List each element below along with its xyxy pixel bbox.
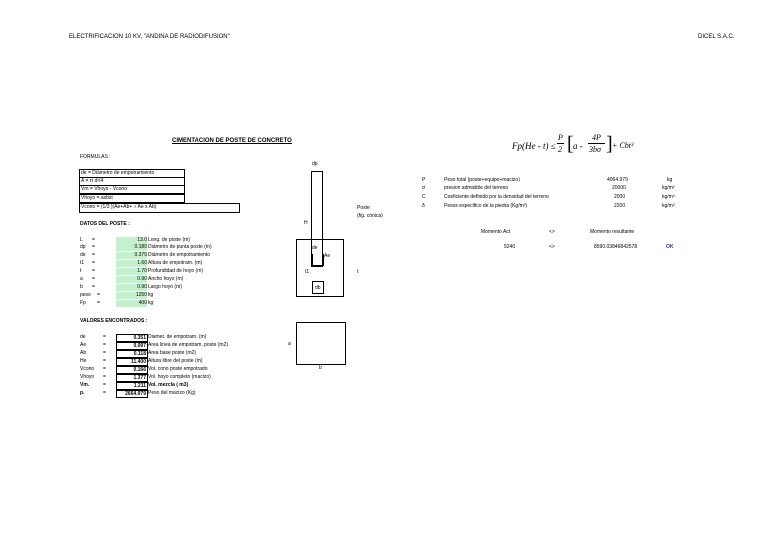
valores-symbol: Ab bbox=[80, 350, 87, 356]
formula-line: Vcono = (1/3 )(Ae+Ab+ √ Ae x Ab) bbox=[79, 203, 240, 213]
legend-symbol: P bbox=[422, 177, 426, 183]
moment-compare-label: <> bbox=[549, 229, 555, 235]
moment-result-label: Momento resultante bbox=[590, 229, 635, 235]
formula-image: Fp(He - t) ≤ P 2 [ a - 4P 3bσ ] + Cbt³ bbox=[512, 133, 634, 155]
valores-symbol: p. bbox=[80, 390, 85, 396]
valores-desc: Vol. hoyo completo (macizo) bbox=[148, 374, 211, 380]
datos-value: 0.375 bbox=[116, 252, 147, 259]
datos-desc: Long. de poste (m) bbox=[148, 237, 190, 243]
valores-value: 1.211 bbox=[116, 382, 148, 390]
datos-desc: Altura de empotram. (m) bbox=[148, 260, 203, 266]
valores-desc: Vol. mezcla ( m3) bbox=[148, 382, 189, 388]
valores-symbol: Vm. bbox=[80, 382, 90, 388]
datos-desc: Largo hoyo (m) bbox=[148, 284, 182, 290]
valores-value: 0.166 bbox=[116, 366, 148, 374]
label-poste-sub: (fig. cónica) bbox=[357, 213, 383, 219]
datos-value: 13.0 bbox=[116, 237, 147, 244]
formula-line: Vhoyo = axbxt bbox=[79, 194, 185, 203]
datos-symbol: dp bbox=[80, 244, 86, 250]
legend-desc: presion admisible del terreno bbox=[444, 185, 509, 191]
datos-value: 400 bbox=[116, 300, 147, 307]
legend-desc: Coeficiente definido por la densidad del terreno bbox=[444, 194, 549, 200]
status-ok: OK bbox=[666, 244, 674, 250]
datos-desc: Diámetro de empotramiento bbox=[148, 252, 210, 258]
datos-desc: Diámetro de punta poste (m) bbox=[148, 244, 212, 250]
valores-desc: Diamet. de empotram. (m) bbox=[148, 334, 207, 340]
valores-value: 2664.979 bbox=[116, 390, 148, 398]
valores-symbol: Ae bbox=[80, 342, 87, 348]
legend-value: 20000 bbox=[612, 185, 626, 191]
formula-line: de = Diámetro de empotramiento bbox=[79, 169, 185, 178]
pole-embedded bbox=[312, 254, 324, 266]
datos-desc: Ancho hoyo (m) bbox=[148, 276, 184, 282]
datos-label: DATOS DEL POSTE : bbox=[80, 221, 130, 227]
valores-value: 0.118 bbox=[116, 350, 148, 358]
label-Ae: Ae bbox=[324, 253, 331, 259]
valores-desc: Peso del macizo (Kg) bbox=[148, 390, 196, 396]
datos-symbol: peso bbox=[80, 292, 91, 298]
foundation-plan bbox=[296, 322, 346, 365]
label-t: t bbox=[357, 269, 359, 275]
pole-base bbox=[312, 281, 324, 294]
valores-value: 0.351 bbox=[116, 334, 148, 342]
valores-value: 11.400 bbox=[116, 358, 148, 366]
label-t1: t1 bbox=[305, 269, 310, 275]
formula-lhs: Fp(He - t) ≤ bbox=[512, 141, 556, 151]
valores-value: 0.097 bbox=[116, 342, 148, 350]
valores-symbol: He bbox=[80, 358, 87, 364]
legend-unit: kg/m² bbox=[662, 185, 675, 191]
datos-value: 0.90 bbox=[116, 276, 147, 283]
legend-unit: kg/m³ bbox=[662, 203, 675, 209]
valores-symbol: Vcono bbox=[80, 366, 95, 372]
datos-desc: kg bbox=[148, 300, 154, 306]
datos-symbol: t1 bbox=[80, 260, 85, 266]
datos-symbol: Fp bbox=[80, 300, 86, 306]
label-poste: Poste bbox=[357, 205, 370, 211]
formula-line: A = π d²/4 bbox=[79, 177, 185, 186]
header-left: ELECTRIFICACION 10 KV, "ANDINA DE RADIODIFUSION" bbox=[69, 34, 230, 40]
valores-symbol: Vhoyo bbox=[80, 374, 95, 380]
header-right: DICEL S.A.C. bbox=[698, 34, 735, 40]
label-de: de bbox=[312, 245, 318, 251]
datos-value: 0.90 bbox=[116, 284, 147, 291]
formula-line: Vm = Vhoyo - Vcono bbox=[79, 185, 185, 194]
valores-desc: Vol. cono poste empotrado bbox=[148, 366, 208, 372]
valores-value: 1.377 bbox=[116, 374, 148, 382]
datos-value: 1250 bbox=[116, 292, 147, 299]
datos-symbol: L bbox=[80, 237, 83, 243]
legend-value: 2000 bbox=[614, 194, 626, 200]
moment-compare-value: <> bbox=[549, 244, 555, 250]
valores-desc: Area linea de empotram. poste (m2) bbox=[148, 342, 229, 348]
legend-unit: kg bbox=[667, 177, 673, 183]
label-dp: dp bbox=[312, 161, 318, 167]
valores-symbol: de bbox=[80, 334, 86, 340]
moment-result-value: 8590.03846842578 bbox=[594, 244, 638, 250]
label-b: b bbox=[319, 365, 322, 371]
legend-symbol: δ bbox=[422, 203, 425, 209]
label-H: H bbox=[304, 220, 308, 226]
page-title: CIMENTACION DE POSTE DE CONCRETO bbox=[172, 138, 292, 144]
moment-act-value: 5240 bbox=[504, 244, 516, 250]
legend-unit: kg/m³ bbox=[662, 194, 675, 200]
datos-symbol: t bbox=[80, 268, 82, 274]
label-db: db bbox=[315, 285, 321, 291]
datos-value: 0.180 bbox=[116, 244, 147, 251]
datos-symbol: a bbox=[80, 276, 83, 282]
legend-value: 4064.979 bbox=[607, 177, 628, 183]
valores-desc: Area base poste (m2) bbox=[148, 350, 197, 356]
legend-desc: Pesos especifico de la piedra (Kg/m³) bbox=[444, 203, 528, 209]
datos-desc: kg bbox=[148, 292, 154, 298]
legend-symbol: C bbox=[422, 194, 426, 200]
label-a: a bbox=[288, 341, 291, 347]
legend-symbol: σ bbox=[422, 185, 426, 191]
legend-value: 2200 bbox=[614, 203, 626, 209]
datos-desc: Profundidad de hoyo (m) bbox=[148, 268, 204, 274]
valores-label: VALORES ENCONTRADOS : bbox=[80, 318, 148, 324]
datos-symbol: b bbox=[80, 284, 83, 290]
legend-desc: Peso total (poste+equipo+macizo) bbox=[444, 177, 520, 183]
datos-value: 1.70 bbox=[116, 268, 147, 275]
datos-symbol: de bbox=[80, 252, 86, 258]
formulas-label: FORMULAS : bbox=[80, 154, 111, 160]
datos-value: 1.60 bbox=[116, 260, 147, 267]
valores-desc: Altura libre del poste (m) bbox=[148, 358, 203, 364]
moment-act-label: Momento Act bbox=[481, 229, 511, 235]
